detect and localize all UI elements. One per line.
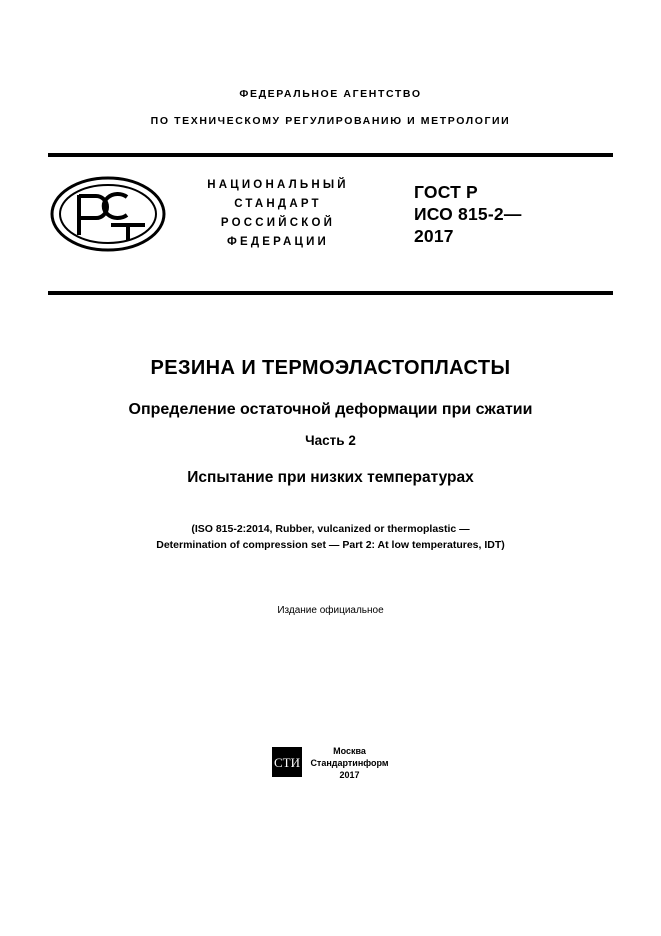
agency-line-1: ФЕДЕРАЛЬНОЕ АГЕНТСТВО xyxy=(239,88,422,100)
iso-reference-line-2: Determination of compression set — Part 2: At low temperatures, IDT) xyxy=(156,539,505,551)
page-title: РЕЗИНА И ТЕРМОЭЛАСТОПЛАСТЫ xyxy=(150,357,511,379)
page-subtitle: Определение остаточной деформации при сжатии xyxy=(128,401,533,418)
iso-reference-note xyxy=(48,521,613,553)
standard-title-line-1: НАЦИОНАЛЬНЫЙ xyxy=(207,179,349,191)
standard-code-line-3: 2017 xyxy=(414,226,454,246)
part-title: Испытание при низких температурах xyxy=(187,469,474,486)
standard-code-block xyxy=(388,181,613,247)
document-titles xyxy=(48,357,613,487)
standard-code-line-2: ИСО 815-2— xyxy=(414,204,522,224)
official-edition-label: Издание официальное xyxy=(277,605,384,616)
gost-r-emblem-icon xyxy=(48,175,168,253)
publisher-city: Москва xyxy=(333,746,366,756)
svg-text:СТИ: СТИ xyxy=(274,755,301,770)
publisher-block xyxy=(310,745,388,781)
standard-title-line-3: РОССИЙСКОЙ xyxy=(220,217,336,229)
standard-title-block xyxy=(168,176,388,252)
iso-reference-line-1: (ISO 815-2:2014, Rubber, vulcanized or thermoplastic — xyxy=(191,523,470,535)
publisher-name: Стандартинформ xyxy=(310,758,389,768)
divider-bottom xyxy=(48,291,613,295)
standartinform-logo-icon xyxy=(272,747,302,782)
publisher-year: 2017 xyxy=(339,770,360,780)
page-content xyxy=(48,58,613,616)
standard-title-line-4: ФЕДЕРАЦИИ xyxy=(226,236,330,248)
document-footer xyxy=(0,745,661,782)
agency-line-2: ПО ТЕХНИЧЕСКОМУ РЕГУЛИРОВАНИЮ И МЕТРОЛОГИИ xyxy=(150,115,511,127)
standard-code-line-1: ГОСТ Р xyxy=(414,182,478,202)
standard-band xyxy=(48,157,613,267)
agency-header xyxy=(48,88,613,127)
part-label: Часть 2 xyxy=(305,433,356,448)
standard-title-line-2: СТАНДАРТ xyxy=(234,198,322,210)
